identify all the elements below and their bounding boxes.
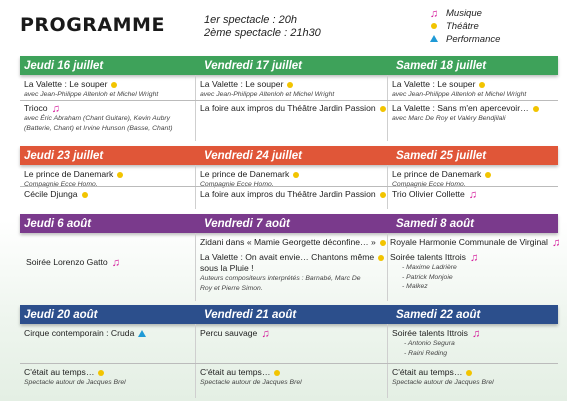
day-label: Vendredi 17 juillet xyxy=(204,59,302,72)
dot-icon xyxy=(479,82,485,88)
event xyxy=(390,252,565,292)
dot-icon xyxy=(117,172,123,178)
event-title: Zidani dans « Mamie Georgette déconfine… » xyxy=(200,237,388,248)
event-title: Cécile Djunga xyxy=(24,189,196,200)
event xyxy=(392,189,562,200)
event xyxy=(200,367,388,388)
music-note-icon: ♫ xyxy=(471,327,481,340)
day-label: Samedi 18 juillet xyxy=(396,59,487,72)
event xyxy=(200,237,388,248)
dot-icon xyxy=(485,172,491,178)
event xyxy=(24,79,196,100)
event xyxy=(200,252,388,293)
event xyxy=(392,367,562,388)
day-label: Vendredi 7 août xyxy=(204,217,290,230)
day-label: Vendredi 24 juillet xyxy=(204,149,302,162)
dot-icon xyxy=(293,172,299,178)
event-detail: Spectacle autour de Jacques Brel xyxy=(200,379,302,386)
show-times xyxy=(204,14,321,40)
event-detail: - Raini Reding xyxy=(404,349,448,357)
legend-item-performance: Performance xyxy=(428,33,500,46)
event-detail: Compagnie Ecce Homo. xyxy=(24,181,98,188)
music-note-icon: ♫ xyxy=(261,327,270,340)
event xyxy=(200,189,388,200)
event xyxy=(392,328,562,358)
week-block xyxy=(20,305,558,401)
event-title: Soirée talents Ittrois ♫ xyxy=(392,327,481,340)
day-label: Samedi 8 août xyxy=(396,217,474,230)
event xyxy=(26,257,196,268)
event-detail: avec Jean-Philippe Altenloh et Michel Wright xyxy=(24,91,159,98)
event xyxy=(200,328,388,339)
event-detail: - Patrick Monjoie xyxy=(402,273,453,281)
dot-icon xyxy=(111,82,117,88)
week-block xyxy=(20,146,558,212)
week-header xyxy=(20,56,558,75)
event-detail: avec Éric Abraham (Chant Guitare), Kevin Aubry xyxy=(24,115,171,122)
event-detail: Roy et Pierre Simon. xyxy=(200,284,263,292)
event-title: C'était au temps… xyxy=(24,367,196,378)
event-title: Soirée Lorenzo Gatto ♫ xyxy=(26,256,120,269)
week-header xyxy=(20,146,558,165)
event-detail: Spectacle autour de Jacques Brel xyxy=(24,379,126,386)
event xyxy=(392,79,562,100)
event-title: La Valette : On avait envie… Chantons même xyxy=(200,252,388,263)
event-detail: Auteurs compositeurs interprétés : Barnabé, Marc De xyxy=(200,275,361,282)
dot-icon xyxy=(287,82,293,88)
day-label: Samedi 22 août xyxy=(396,308,481,321)
music-note-icon: ♫ xyxy=(469,251,479,264)
event-title: Le prince de Danemark xyxy=(200,169,388,180)
music-note-icon: ♫ xyxy=(51,102,60,115)
event-title: La Valette : Le souper xyxy=(24,79,196,90)
first-show-time: 1er spectacle : 20h xyxy=(204,14,297,26)
dot-icon xyxy=(274,370,280,376)
header xyxy=(0,0,567,50)
event-detail: Compagnie Ecce Homo. xyxy=(200,181,274,188)
event xyxy=(390,237,565,248)
event-title: C'était au temps… xyxy=(200,367,388,378)
week-header xyxy=(20,214,558,233)
event xyxy=(392,103,562,124)
event-title: Trio Olivier Collette ♫ xyxy=(392,188,477,201)
triangle-icon xyxy=(138,330,146,337)
event-title: La Valette : Sans m'en apercevoir… xyxy=(392,103,562,114)
event-title: Cirque contemporain : Cruda xyxy=(24,328,196,339)
event-detail: - Maxime Ladrière xyxy=(402,264,457,271)
legend xyxy=(428,7,500,46)
event xyxy=(24,103,196,133)
music-note-icon: ♫ xyxy=(468,188,477,201)
dot-icon xyxy=(378,255,384,261)
event-title: Soirée talents Ittrois ♫ xyxy=(390,251,479,264)
day-label: Jeudi 16 juillet xyxy=(24,59,104,72)
event-title-cont: sous la Pluie ! xyxy=(200,263,254,273)
event xyxy=(200,79,388,100)
music-note-icon: ♫ xyxy=(551,236,561,249)
event-detail: avec Jean-Philippe Altenloh et Michel Wright xyxy=(200,91,335,98)
event-detail: Compagnie Ecce Homo. xyxy=(392,181,466,188)
week-header xyxy=(20,305,558,324)
page-title: PROGRAMME xyxy=(20,14,165,36)
day-label: Jeudi 23 juillet xyxy=(24,149,104,162)
dot-icon xyxy=(380,106,386,112)
event-title: La Valette : Le souper xyxy=(392,79,562,90)
event xyxy=(200,103,388,114)
triangle-icon xyxy=(430,35,438,42)
music-note-icon: ♫ xyxy=(111,256,120,269)
dot-icon xyxy=(431,23,437,29)
day-label: Vendredi 21 août xyxy=(204,308,297,321)
legend-item-theatre: Théâtre xyxy=(428,20,500,33)
event-title: La Valette : Le souper xyxy=(200,79,388,90)
event-title: Royale Harmonie Communale de Virginal ♫ xyxy=(390,236,561,249)
event-detail: - Malkez xyxy=(402,283,428,290)
event-detail: avec Marc De Roy et Valéry Bendjilali xyxy=(392,115,506,122)
event-title: Le prince de Danemark xyxy=(392,169,562,180)
second-show-time: 2ème spectacle : 21h30 xyxy=(204,27,321,39)
event-title: La foire aux impros du Théâtre Jardin Passion xyxy=(200,103,388,114)
event-detail: (Batterie, Chant) et Irvine Hunson (Basse, Chant) xyxy=(24,124,173,132)
week-block xyxy=(20,56,558,144)
event xyxy=(24,367,196,388)
event xyxy=(24,189,196,200)
event-title: Percu sauvage ♫ xyxy=(200,327,270,340)
event-title: Le prince de Danemark xyxy=(24,169,196,180)
event-title: C'était au temps… xyxy=(392,367,562,378)
music-note-icon: ♫ xyxy=(429,7,439,20)
legend-item-music: ♫ Musique xyxy=(429,7,482,20)
day-label: Samedi 25 juillet xyxy=(396,149,487,162)
event-detail: - Antonio Segura xyxy=(404,340,455,347)
event xyxy=(24,328,196,339)
dot-icon xyxy=(380,192,386,198)
event-detail: avec Jean-Philippe Altenloh et Michel Wright xyxy=(392,91,527,98)
day-label: Jeudi 20 août xyxy=(24,308,98,321)
dot-icon xyxy=(98,370,104,376)
dot-icon xyxy=(533,106,539,112)
event-title: La foire aux impros du Théâtre Jardin Passion xyxy=(200,189,388,200)
day-label: Jeudi 6 août xyxy=(24,217,92,230)
week-block xyxy=(20,214,561,304)
event-title: Trioco ♫ xyxy=(24,102,60,115)
dot-icon xyxy=(380,240,386,246)
dot-icon xyxy=(466,370,472,376)
event-detail: Spectacle autour de Jacques Brel xyxy=(392,379,494,386)
dot-icon xyxy=(82,192,88,198)
